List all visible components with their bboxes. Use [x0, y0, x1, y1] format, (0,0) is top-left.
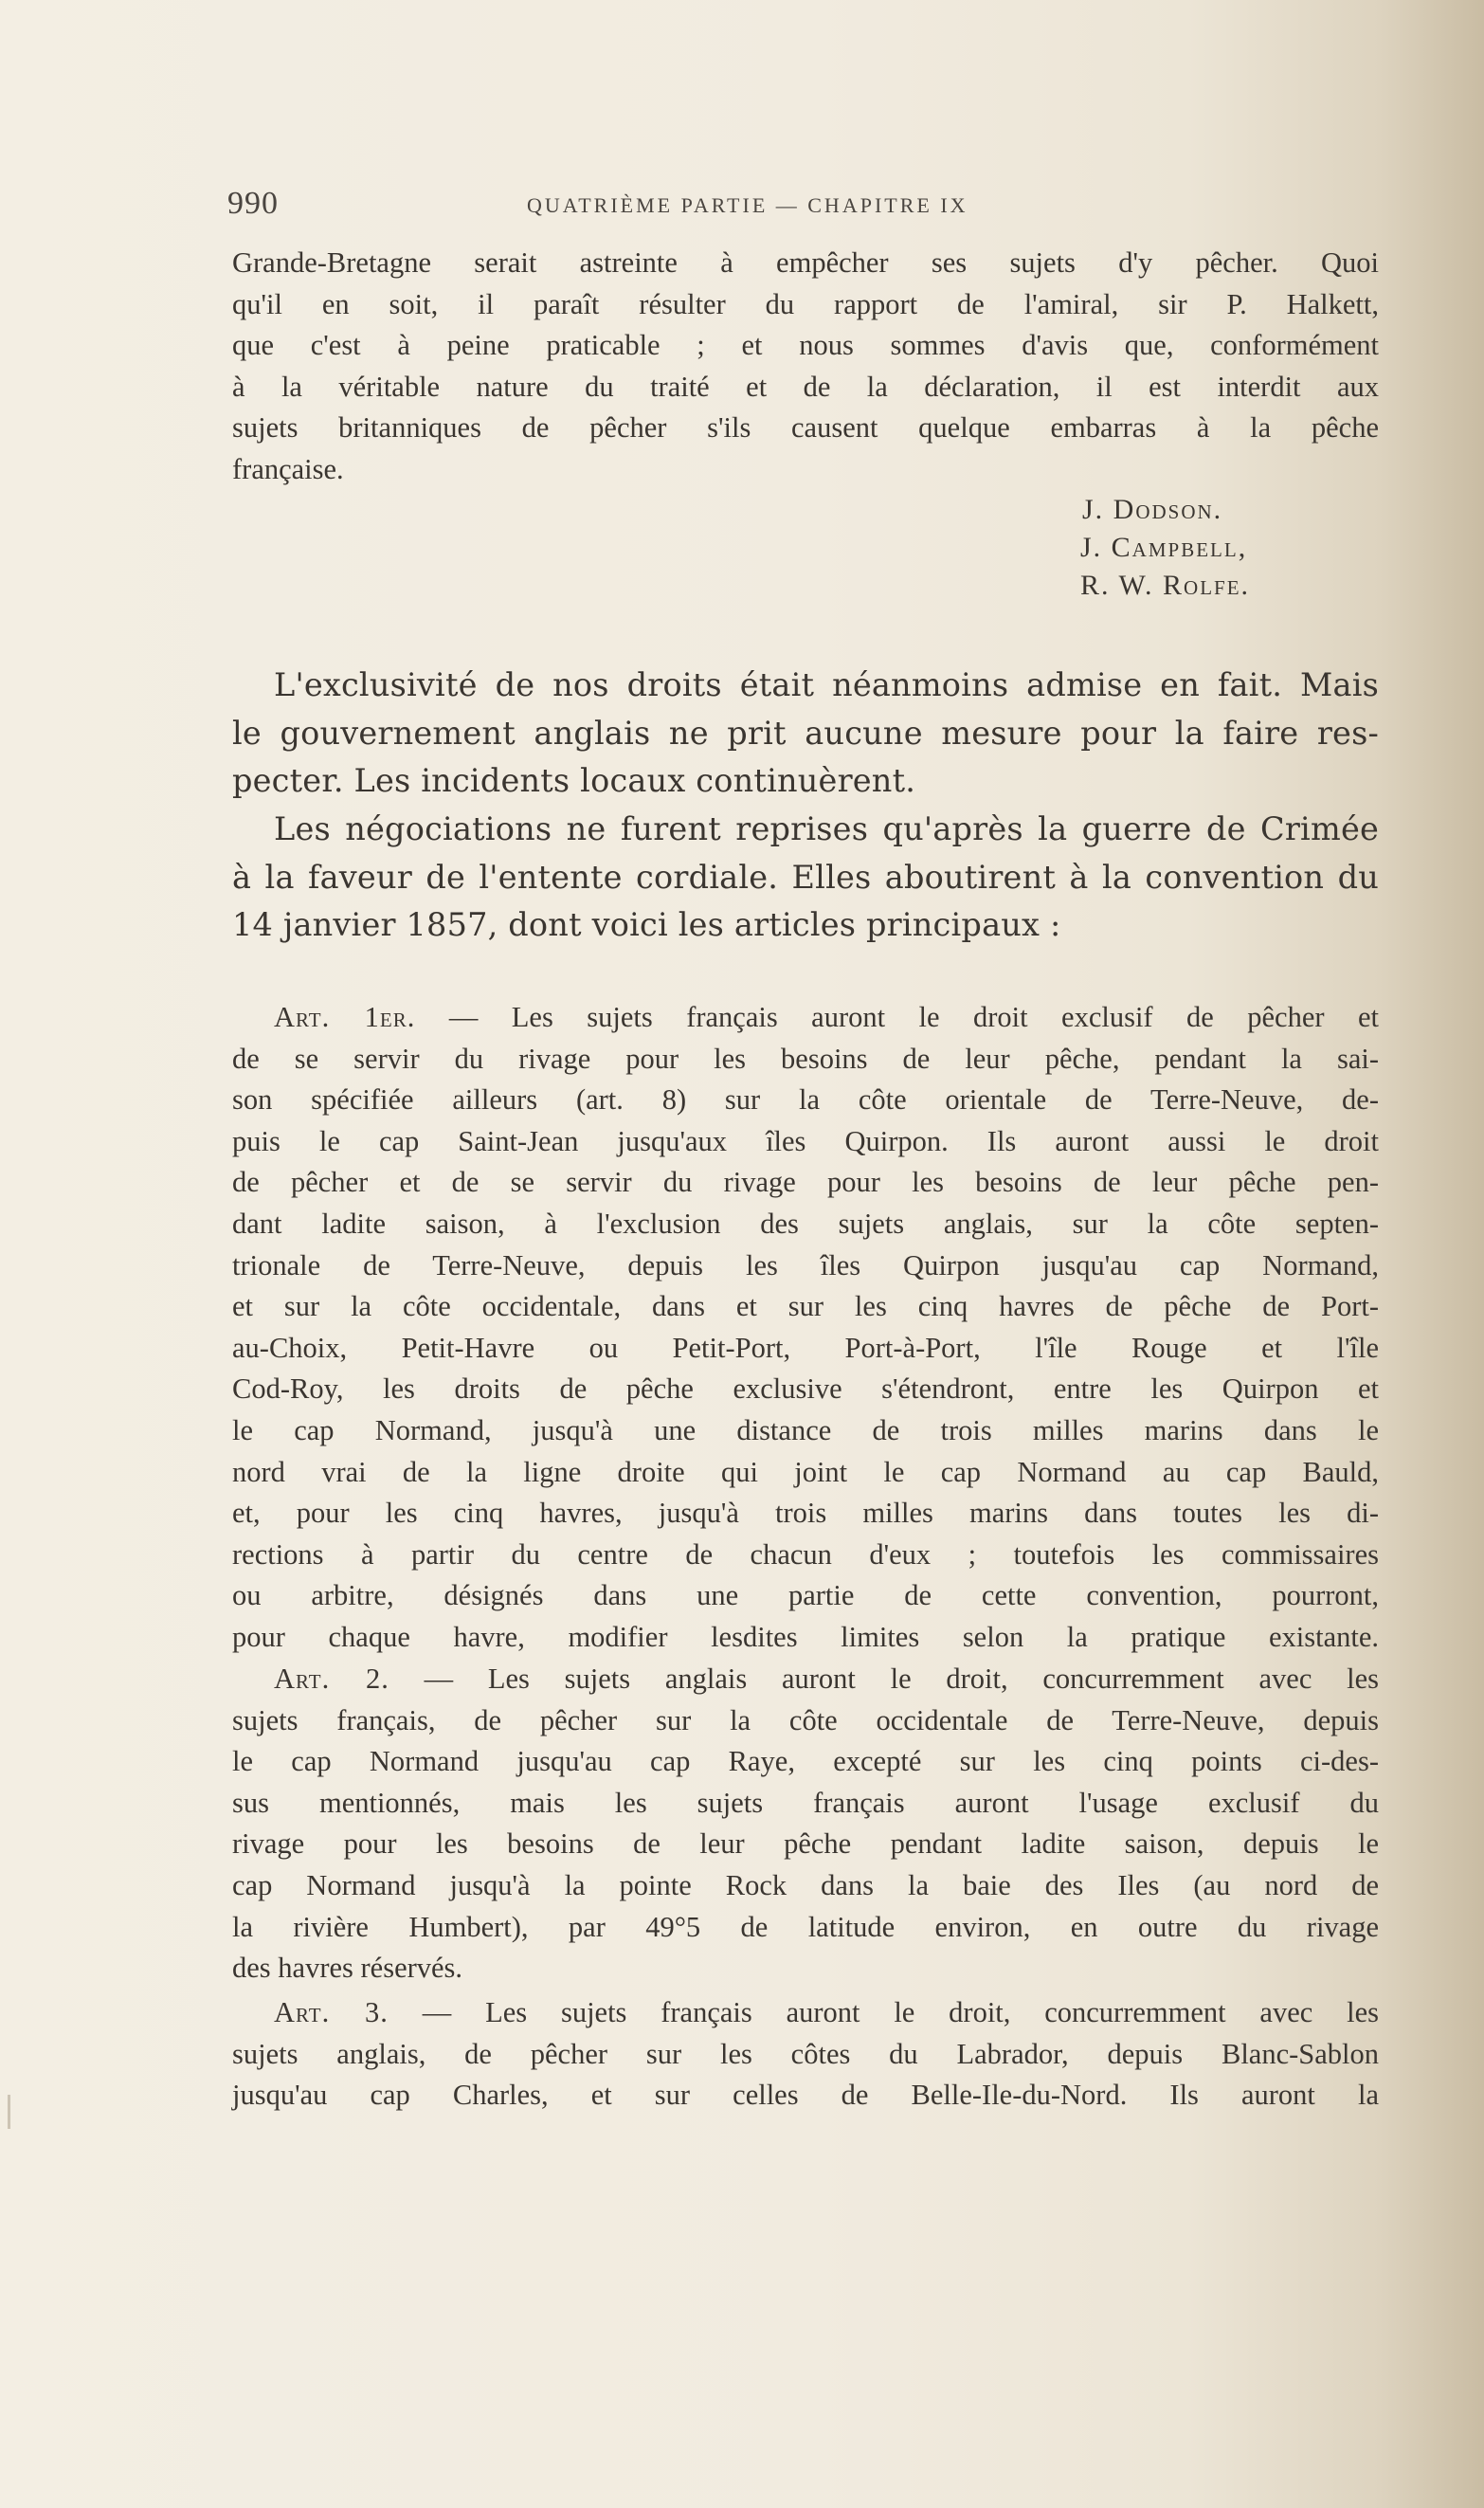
article-2-label: Art. 2.: [274, 1663, 389, 1695]
signature-rolfe: R. W. Rolfe.: [1080, 570, 1251, 601]
text-line: Grande-Bretagne serait astreinte à empêcher ses sujets d'y pêcher. Quoi: [232, 246, 1379, 279]
text-line: Cod-Roy, les droits de pêche exclusive s'étendront, entre les Quirpon et: [232, 1372, 1379, 1406]
text-line: rections à partir du centre de chacun d'eux ; toutefois les commissaires: [232, 1537, 1379, 1571]
text-line: pour chaque havre, modifier lesdites limites selon la pratique existante.: [232, 1620, 1379, 1653]
text-line: au-Choix, Petit-Havre ou Petit-Port, Port-à-Port, l'île Rouge et l'île: [232, 1331, 1379, 1364]
text-line: [232, 1659, 1379, 1700]
text-line: puis le cap Saint-Jean jusqu'aux îles Quirpon. Ils auront aussi le droit: [232, 1124, 1379, 1157]
article-3-label: Art. 3.: [274, 1996, 389, 2028]
text-line: son spécifiée ailleurs (art. 8) sur la côte orientale de Terre-Neuve, de-: [232, 1083, 1379, 1117]
article-1-label: Art. 1er.: [274, 1001, 416, 1033]
text-line: le cap Normand, jusqu'à une distance de trois milles marins dans le: [232, 1413, 1379, 1446]
text-line: le cap Normand jusqu'au cap Raye, excepté sur les cinq points ci-des-: [232, 1745, 1379, 1778]
text-line: cap Normand jusqu'à la pointe Rock dans la baie des Iles (au nord de: [232, 1868, 1379, 1901]
signature-dodson: J. Dodson.: [1082, 494, 1223, 525]
running-title: QUATRIÈME PARTIE — CHAPITRE IX: [527, 193, 968, 217]
text-line: nord vrai de la ligne droite qui joint le cap Normand au cap Bauld,: [232, 1455, 1379, 1488]
text-line: [232, 997, 1379, 1039]
article-3: [232, 1992, 1379, 2117]
text-line: trionale de Terre-Neuve, depuis les îles Quirpon jusqu'au cap Normand,: [232, 1248, 1379, 1281]
margin-mark: [8, 2095, 10, 2129]
text-line: Les négociations ne furent reprises qu'après la guerre de Crimée: [274, 810, 1379, 847]
text-line: pecter. Les incidents locaux continuèrent.: [232, 762, 916, 799]
text-line: rivage pour les besoins de leur pêche pendant ladite saison, depuis le: [232, 1827, 1379, 1861]
text-line: de se servir du rivage pour les besoins de leur pêche, pendant la sai-: [232, 1042, 1379, 1075]
text-line: sujets anglais, de pêcher sur les côtes du Labrador, depuis Blanc-Sablon: [232, 2037, 1379, 2070]
text-line: jusqu'au cap Charles, et sur celles de Belle-Ile-du-Nord. Ils auront la: [232, 2079, 1379, 2112]
text-line: de pêcher et de se servir du rivage pour les besoins de leur pêche pen-: [232, 1166, 1379, 1199]
text-line: ou arbitre, désignés dans une partie de cette convention, pourront,: [232, 1579, 1379, 1612]
text-line: que c'est à peine praticable ; et nous sommes d'avis que, conformément: [232, 329, 1379, 362]
text-line: des havres réservés.: [232, 1952, 463, 1985]
text-fragment: — Les sujets français auront le droit, concurremment avec les: [422, 1996, 1379, 2028]
signature-campbell: J. Campbell,: [1080, 532, 1248, 563]
text-line: L'exclusivité de nos droits était néanmoins admise en fait. Mais: [274, 666, 1379, 703]
text-fragment: — Les sujets français auront le droit exclusif de pêcher et: [448, 1001, 1380, 1033]
text-fragment: — Les sujets anglais auront le droit, concurremment avec les: [424, 1663, 1379, 1695]
text-line: [232, 1992, 1379, 2034]
page-number: 990: [227, 186, 279, 221]
article-1: [232, 997, 1379, 1659]
text-line: le gouvernement anglais ne prit aucune mesure pour la faire res-: [232, 714, 1379, 752]
signature-block: [1082, 491, 1404, 605]
intro-paragraph: [232, 243, 1379, 491]
text-line: sujets britanniques de pêcher s'ils causent quelque embarras à la pêche: [232, 411, 1379, 445]
text-line: la rivière Humbert), par 49°5 de latitude environ, en outre du rivage: [232, 1910, 1379, 1943]
main-paragraph-1: [232, 662, 1379, 806]
text-line: sujets français, de pêcher sur la côte occidentale de Terre-Neuve, depuis: [232, 1703, 1379, 1736]
text-line: sus mentionnés, mais les sujets français auront l'usage exclusif du: [232, 1786, 1379, 1819]
text-line: et, pour les cinq havres, jusqu'à trois milles marins dans toutes les di-: [232, 1497, 1379, 1530]
text-line: française.: [232, 452, 344, 485]
text-line: et sur la côte occidentale, dans et sur les cinq havres de pêche de Port-: [232, 1290, 1379, 1323]
text-line: dant ladite saison, à l'exclusion des sujets anglais, sur la côte septen-: [232, 1207, 1379, 1240]
text-line: à la faveur de l'entente cordiale. Elles aboutirent à la convention du: [232, 858, 1379, 896]
main-paragraph-2: [232, 806, 1379, 950]
text-line: qu'il en soit, il paraît résulter du rapport de l'amiral, sir P. Halkett,: [232, 287, 1379, 320]
text-line: 14 janvier 1857, dont voici les articles principaux :: [232, 906, 1061, 943]
article-2: [232, 1659, 1379, 1990]
text-line: à la véritable nature du traité et de la déclaration, il est interdit aux: [232, 370, 1379, 403]
